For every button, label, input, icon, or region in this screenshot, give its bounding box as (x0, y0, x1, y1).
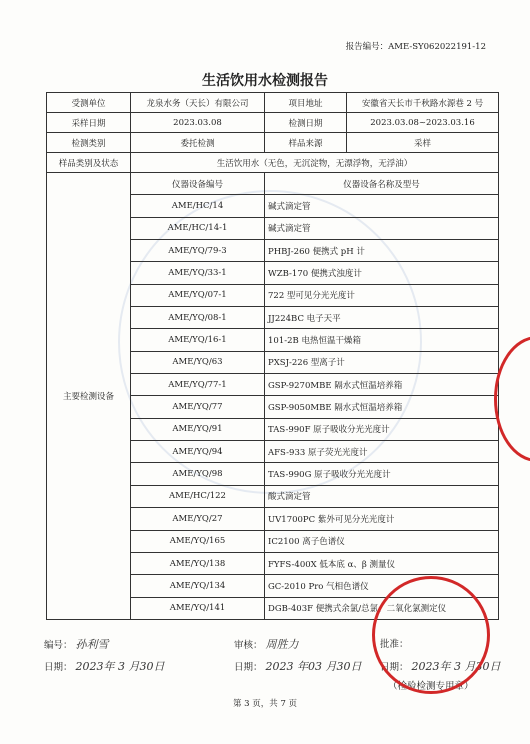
value-sample-source: 采样 (347, 133, 499, 153)
compiler-date-label: 日期： (44, 662, 73, 673)
equipment-id: AME/YQ/98 (131, 463, 265, 485)
approver-date: 2023年 3 月30日 (411, 660, 501, 673)
equipment-id: AME/YQ/08-1 (131, 307, 265, 329)
reviewer-date-block (234, 658, 362, 674)
table-row (47, 113, 499, 133)
equipment-name: 酸式滴定管 (265, 485, 499, 507)
label-sample-source: 样品来源 (265, 133, 347, 153)
equipment-id: AME/YQ/63 (131, 351, 265, 373)
equipment-section (47, 173, 499, 620)
equipment-id: AME/YQ/16-1 (131, 329, 265, 351)
equipment-id: AME/YQ/141 (131, 597, 265, 619)
reviewer-label: 审核： (234, 640, 263, 651)
reviewer-date-label: 日期： (234, 662, 263, 673)
compiler-block (44, 636, 109, 652)
official-seal (372, 576, 490, 694)
edge-seal (494, 336, 530, 462)
equipment-name: TAS-990F 原子吸收分光光度计 (265, 418, 499, 440)
approver-note: （检验检测专用章） (388, 681, 474, 692)
reviewer-date: 2023 年03 月30日 (265, 660, 362, 673)
equipment-name: UV1700PC 紫外可见分光光度计 (265, 508, 499, 530)
equipment-id: AME/YQ/138 (131, 552, 265, 574)
reviewer-block (234, 636, 299, 652)
equipment-name: GC-2010 Pro 气相色谱仪 (265, 575, 499, 597)
col-header-name: 仪器设备名称及型号 (265, 173, 499, 195)
page-title: 生活饮用水检测报告 (202, 73, 328, 89)
equipment-name: PHBJ-260 便携式 pH 计 (265, 240, 499, 262)
col-header-id: 仪器设备编号 (131, 173, 265, 195)
equipment-id: AME/YQ/134 (131, 575, 265, 597)
equipment-id: AME/YQ/79-3 (131, 240, 265, 262)
label-test-date: 检测日期 (265, 113, 347, 133)
equipment-id: AME/YQ/07-1 (131, 284, 265, 306)
value-test-type: 委托检测 (131, 133, 265, 153)
table-row (47, 173, 499, 195)
equipment-name: AFS-933 原子荧光光度计 (265, 441, 499, 463)
report-table (46, 92, 499, 620)
equipment-name: WZB-170 便携式浊度计 (265, 262, 499, 284)
equipment-name: TAS-990G 原子吸收分光光度计 (265, 463, 499, 485)
compiler-label: 编号： (44, 640, 73, 651)
value-sampling-date: 2023.03.08 (131, 113, 265, 133)
equipment-name: GSP-9050MBE 隔水式恒温培养箱 (265, 396, 499, 418)
approver-label: 批准： (380, 639, 409, 650)
value-client: 龙泉水务（天长）有限公司 (131, 93, 265, 113)
label-sampling-date: 采样日期 (47, 113, 131, 133)
reviewer-signature: 周胜力 (265, 638, 299, 651)
label-sample-state: 样品类别及状态 (47, 153, 131, 173)
label-test-type: 检测类别 (47, 133, 131, 153)
equipment-id: AME/YQ/77-1 (131, 374, 265, 396)
equipment-id: AME/HC/14 (131, 195, 265, 217)
table-row (47, 133, 499, 153)
equipment-id: AME/YQ/94 (131, 441, 265, 463)
label-address: 项目地址 (265, 93, 347, 113)
equipment-name: 722 型可见分光光度计 (265, 284, 499, 306)
equipment-name: IC2100 离子色谱仪 (265, 530, 499, 552)
equipment-name: FYFS-400X 低本底 α、β 测量仪 (265, 552, 499, 574)
equipment-id: AME/YQ/165 (131, 530, 265, 552)
value-address: 安徽省天长市千秋路水源巷 2 号 (347, 93, 499, 113)
compiler-date-block (44, 658, 165, 674)
equipment-id: AME/YQ/33-1 (131, 262, 265, 284)
equipment-name: PXSJ-226 型离子计 (265, 351, 499, 373)
equipment-name: 碱式滴定管 (265, 217, 499, 239)
table-row (47, 93, 499, 113)
label-client: 受测单位 (47, 93, 131, 113)
equipment-id: AME/HC/122 (131, 485, 265, 507)
equipment-id: AME/YQ/77 (131, 396, 265, 418)
table-row (47, 153, 499, 173)
equipment-name: GSP-9270MBE 隔水式恒温培养箱 (265, 374, 499, 396)
equipment-name: 碱式滴定管 (265, 195, 499, 217)
compiler-date: 2023年 3 月30日 (75, 660, 165, 673)
equipment-id: AME/HC/14-1 (131, 217, 265, 239)
report-number: 报告编号：AME-SY062022191-12 (345, 42, 486, 52)
value-sample-state: 生活饮用水（无色，无沉淀物，无漂浮物，无浮油） (131, 153, 499, 173)
equipment-id: AME/YQ/27 (131, 508, 265, 530)
value-test-date: 2023.03.08~2023.03.16 (347, 113, 499, 133)
compiler-signature: 孙利雪 (75, 638, 109, 651)
equipment-name: 101-2B 电热恒温干燥箱 (265, 329, 499, 351)
section-label-equipment: 主要检测设备 (47, 173, 131, 620)
page-number: 第 3 页，共 7 页 (232, 699, 298, 709)
equipment-name: JJ224BC 电子天平 (265, 307, 499, 329)
approver-date-label: 日期： (380, 662, 409, 673)
equipment-name: DGB-403F 便携式余氯/总氯、二氧化氯测定仪 (265, 597, 499, 619)
equipment-id: AME/YQ/91 (131, 418, 265, 440)
